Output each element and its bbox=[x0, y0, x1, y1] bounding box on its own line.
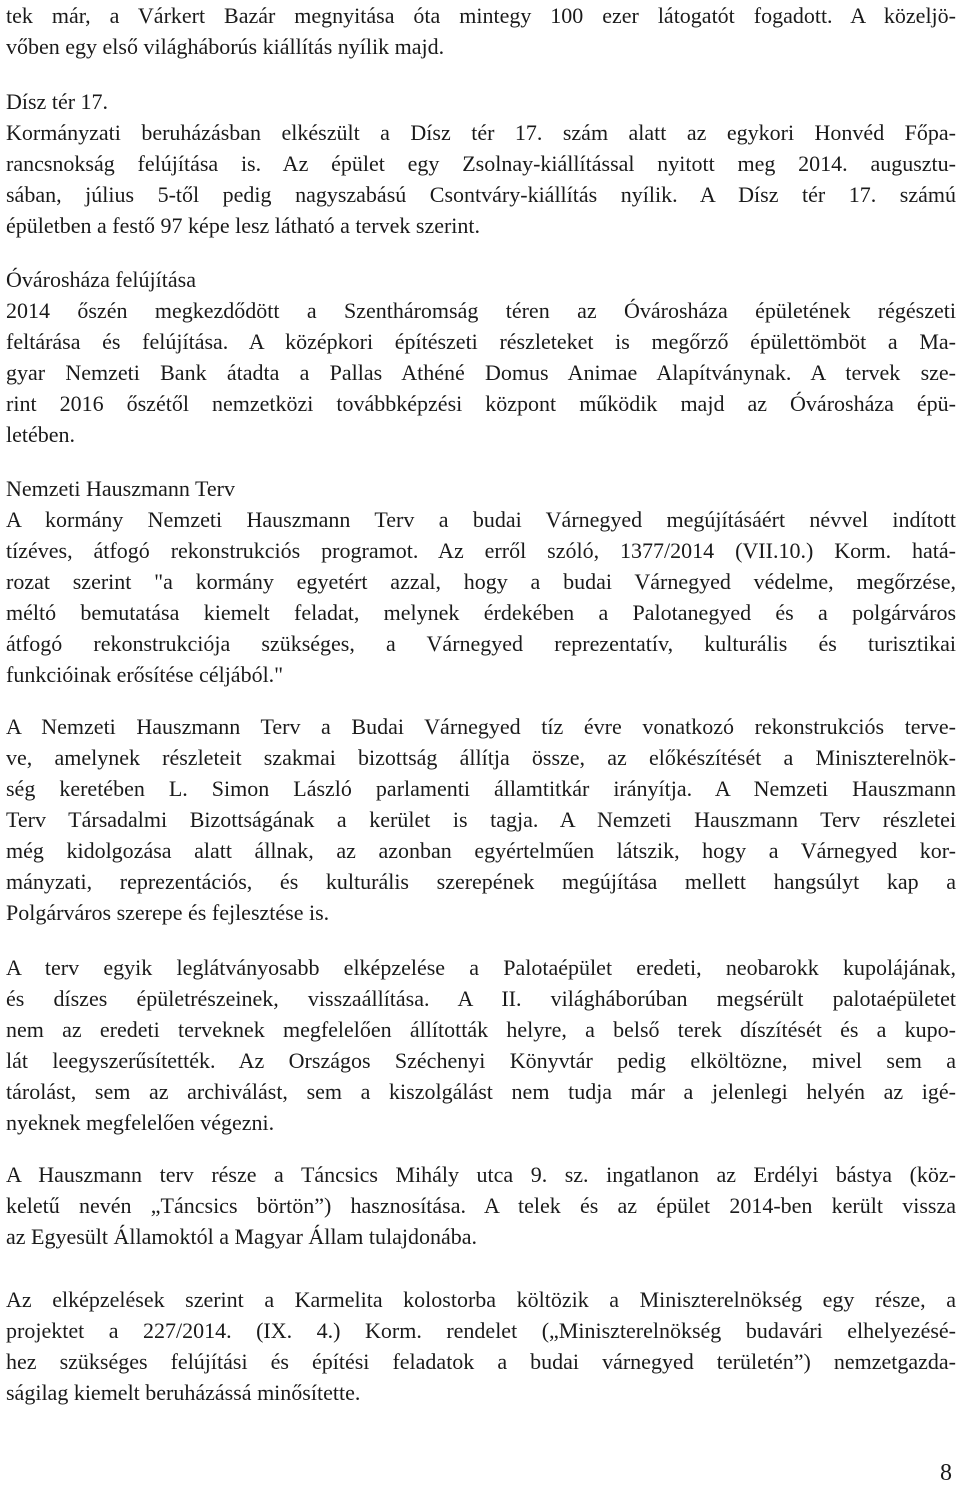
text-line: Polgárváros szerepe és fejlesztése is. bbox=[6, 900, 330, 925]
text-line: átfogó rekonstrukciója szükséges, a Várnegyed reprezentatív, kulturális és turisztikai bbox=[6, 631, 956, 656]
hauszmann-paragraph-4 bbox=[6, 1159, 956, 1252]
section-heading: Óvárosháza felújítása bbox=[6, 267, 196, 292]
disz-ter-section bbox=[6, 86, 956, 241]
text-line: tárolást, sem az archiválást, sem a kiszolgálást nem tudja már a jelenlegi helyén az igé- bbox=[6, 1079, 956, 1104]
text-line: nem az eredeti terveknek megfelelően állították helyre, a belső terek díszítését és a kupo- bbox=[6, 1017, 956, 1042]
hauszmann-paragraph-3 bbox=[6, 952, 956, 1138]
text-line: rancsnokság felújítása is. Az épület egy Zsolnay-kiállítással nyitott meg 2014. augusztu- bbox=[6, 151, 956, 176]
text-line: Az elképzelések szerint a Karmelita kolostorba költözik a Miniszterelnökség egy része, a bbox=[6, 1287, 956, 1312]
text-line: projektet a 227/2014. (IX. 4.) Korm. rendelet („Miniszterelnökség budavári elhelyezésé- bbox=[6, 1318, 956, 1343]
text-line: funkcióinak erősítése céljából." bbox=[6, 662, 284, 687]
text-line: rint 2016 őszétől nemzetközi továbbképzési központ működik majd az Óvárosháza épü- bbox=[6, 391, 956, 416]
text-line: vőben egy első világháborús kiállítás nyílik majd. bbox=[6, 34, 445, 59]
text-line: feltárása és felújítása. A középkori építészeti részleteket is megőrző épülettömböt a Ma- bbox=[6, 329, 956, 354]
text-line: nyeknek megfelelően végezni. bbox=[6, 1110, 275, 1135]
text-line: 2014 őszén megkezdődött a Szentháromság téren az Óvárosháza épületének régészeti bbox=[6, 298, 956, 323]
text-line: ve, amelynek részleteit szakmai bizottság állítja össze, az előkészítését a Miniszterelnök- bbox=[6, 745, 956, 770]
text-line: ség keretében L. Simon László parlamenti államtitkár irányítja. A Nemzeti Hauszmann bbox=[6, 776, 956, 801]
hauszmann-paragraph-5 bbox=[6, 1284, 956, 1408]
text-line: ságilag kiemelt beruházássá minősítette. bbox=[6, 1380, 361, 1405]
text-line: gyar Nemzeti Bank átadta a Pallas Athéné Domus Animae Alapítványnak. A tervek sze- bbox=[6, 360, 956, 385]
text-line: rozat szerint "a kormány egyetért azzal, hogy a budai Várnegyed védelme, megőrzése, bbox=[6, 569, 956, 594]
hauszmann-paragraph-2 bbox=[6, 711, 956, 928]
text-line: épületben a festő 97 képe lesz látható a tervek szerint. bbox=[6, 213, 481, 238]
text-line: méltó bemutatása kiemelt feladat, melynek érdekében a Palotanegyed és a polgárváros bbox=[6, 600, 956, 625]
text-line: az Egyesült Államoktól a Magyar Állam tulajdonába. bbox=[6, 1224, 478, 1249]
text-line: Kormányzati beruházásban elkészült a Dísz tér 17. szám alatt az egykori Honvéd Főpa- bbox=[6, 120, 956, 145]
text-line: sában, július 5-től pedig nagyszabású Csontváry-kiállítás nyílik. A Dísz tér 17. számú bbox=[6, 182, 956, 207]
text-line: még kidolgozása alatt állnak, az azonban egyértelműen látszik, hogy a Várnegyed kor- bbox=[6, 838, 956, 863]
hauszmann-section bbox=[6, 473, 956, 690]
text-line: keletű nevén „Táncsics börtön”) hasznosítása. A telek és az épület 2014-ben került vissza bbox=[6, 1193, 956, 1218]
text-line: A Hauszmann terv része a Táncsics Mihály utca 9. sz. ingatlanon az Erdélyi bástya (köz- bbox=[6, 1162, 956, 1187]
text-line: lát leegyszerűsítették. Az Országos Széchenyi Könyvtár pedig elköltözne, mivel sem a bbox=[6, 1048, 956, 1073]
text-line: tízéves, átfogó rekonstrukciós programot. Az erről szóló, 1377/2014 (VII.10.) Korm. hatá- bbox=[6, 538, 956, 563]
intro-paragraph bbox=[6, 0, 956, 62]
ovaroshaza-section bbox=[6, 264, 956, 450]
text-line: mányzati, reprezentációs, és kulturális szerepének megújítása mellett hangsúlyt kap a bbox=[6, 869, 956, 894]
text-line: Terv Társadalmi Bizottságának a kerület is tagja. A Nemzeti Hauszmann Terv részletei bbox=[6, 807, 956, 832]
text-line: A kormány Nemzeti Hauszmann Terv a budai Várnegyed megújításáért névvel indított bbox=[6, 507, 956, 532]
text-line: hez szükséges felújítási és építési feladatok a budai várnegyed területén”) nemzetgazda- bbox=[6, 1349, 956, 1374]
section-heading: Nemzeti Hauszmann Terv bbox=[6, 476, 235, 501]
text-line: és díszes épületrészeinek, visszaállítása. A II. világháborúban megsérült palotaépületet bbox=[6, 986, 956, 1011]
section-heading: Dísz tér 17. bbox=[6, 89, 109, 114]
page-number: 8 bbox=[940, 1460, 952, 1486]
text-line: letében. bbox=[6, 422, 76, 447]
text-line: tek már, a Várkert Bazár megnyitása óta mintegy 100 ezer látogatót fogadott. A közeljö- bbox=[6, 3, 956, 28]
text-line: A Nemzeti Hauszmann Terv a Budai Várnegyed tíz évre vonatkozó rekonstrukciós terve- bbox=[6, 714, 956, 739]
text-line: A terv egyik leglátványosabb elképzelése a Palotaépület eredeti, neobarokk kupolájának, bbox=[6, 955, 956, 980]
